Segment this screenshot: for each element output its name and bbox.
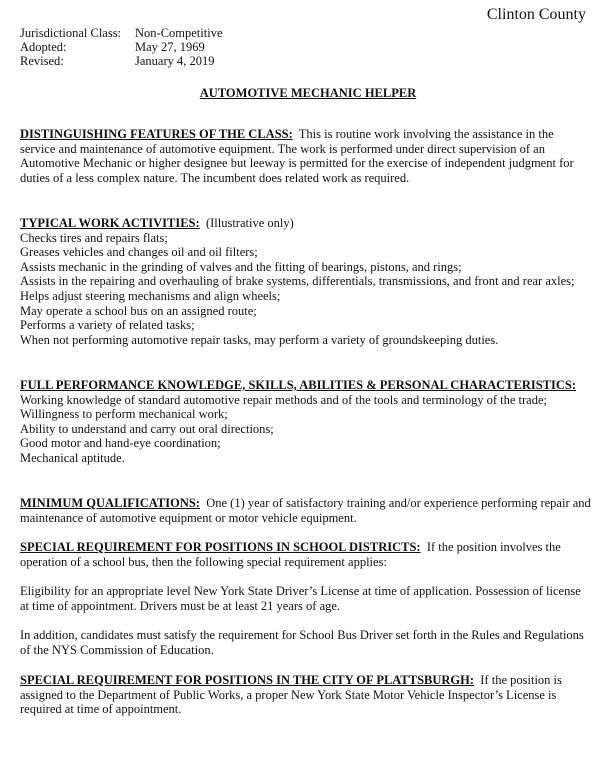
section-note: (Illustrative only) — [205, 216, 294, 230]
section-plattsburgh — [20, 673, 592, 717]
knowledge-list — [20, 393, 592, 466]
meta-label: Jurisdictional Class: — [20, 26, 122, 40]
activity-list — [20, 231, 592, 348]
section-school-districts — [20, 540, 592, 569]
list-item: Helps adjust steering mechanisms and align wheels; — [20, 288, 281, 303]
meta-value: January 4, 2019 — [135, 54, 215, 68]
list-item: Working knowledge of standard automotive repair methods and of the tools and terminology of the trade; — [20, 392, 547, 407]
section-heading: TYPICAL WORK ACTIVITIES: — [20, 216, 200, 230]
section-distinguishing — [20, 127, 592, 185]
section-minimum-qualifications — [20, 496, 592, 525]
list-item: Ability to understand and carry out oral directions; — [20, 421, 274, 436]
section-text: If the position involves the operation of a school bus, then the following special requirement applies: — [20, 540, 561, 569]
list-item: May operate a school bus on an assigned route; — [20, 303, 257, 318]
meta-value: Non-Competitive — [135, 26, 223, 40]
class-metadata — [20, 26, 223, 68]
paragraph: Eligibility for an appropriate level New York State Driver’s License at time of application. Possession of license at time of appointment. Drivers must be at least 21 years of age. — [20, 584, 581, 613]
meta-row-adopted — [20, 40, 223, 54]
section-heading: SPECIAL REQUIREMENT FOR POSITIONS IN THE CITY OF PLATTSBURGH: — [20, 673, 475, 687]
paragraph: In addition, candidates must satisfy the requirement for School Bus Driver set forth in the Rules and Regulations of the NYS Commission of Education. — [20, 628, 584, 657]
section-text: This is routine work involving the assistance in the service and maintenance of automotive equipment. The work is performed under direct supervision of an Automotive Mechanic or higher designee but leeway is permitted for the exercise of independent judgment for duties of a less complex nature. The incumbent does related work as required. — [20, 127, 574, 185]
list-item: Mechanical aptitude. — [20, 450, 125, 465]
meta-value: May 27, 1969 — [135, 40, 205, 54]
meta-label: Revised: — [20, 54, 64, 68]
meta-label: Adopted: — [20, 40, 67, 54]
school-regulations-paragraph — [20, 628, 592, 657]
section-heading: MINIMUM QUALIFICATIONS: — [20, 496, 200, 510]
list-item: Checks tires and repairs flats; — [20, 230, 168, 245]
section-text: One (1) year of satisfactory training and/or experience performing repair and maintenance of automotive equipment or motor vehicle equipment. — [20, 496, 591, 525]
list-item: Willingness to perform mechanical work; — [20, 407, 228, 422]
meta-row-class — [20, 26, 223, 40]
section-typical-work — [20, 216, 592, 347]
list-item: When not performing automotive repair tasks, may perform a variety of groundskeeping duties. — [20, 332, 499, 347]
section-heading: DISTINGUISHING FEATURES OF THE CLASS: — [20, 127, 293, 141]
list-item: Assists in the repairing and overhauling of brake systems, differentials, transmissions, and front and rear axles; — [20, 274, 575, 289]
list-item: Performs a variety of related tasks; — [20, 318, 195, 333]
list-item: Greases vehicles and changes oil and oil filters; — [20, 245, 258, 260]
school-license-paragraph — [20, 584, 592, 613]
section-text: If the position is assigned to the Department of Public Works, a proper New York State Motor Vehicle Inspector’s License is required at time of appointment. — [20, 673, 562, 717]
county-name: Clinton County — [486, 6, 586, 23]
section-heading: SPECIAL REQUIREMENT FOR POSITIONS IN SCHOOL DISTRICTS: — [20, 540, 421, 554]
list-item: Good motor and hand-eye coordination; — [20, 436, 221, 451]
meta-row-revised — [20, 54, 223, 68]
list-item: Assists mechanic in the grinding of valves and the fitting of bearings, pistons, and rings; — [20, 259, 462, 274]
section-heading: FULL PERFORMANCE KNOWLEDGE, SKILLS, ABILITIES & PERSONAL CHARACTERISTICS: — [20, 378, 577, 392]
job-title: AUTOMOTIVE MECHANIC HELPER — [199, 86, 417, 100]
section-knowledge — [20, 378, 592, 466]
